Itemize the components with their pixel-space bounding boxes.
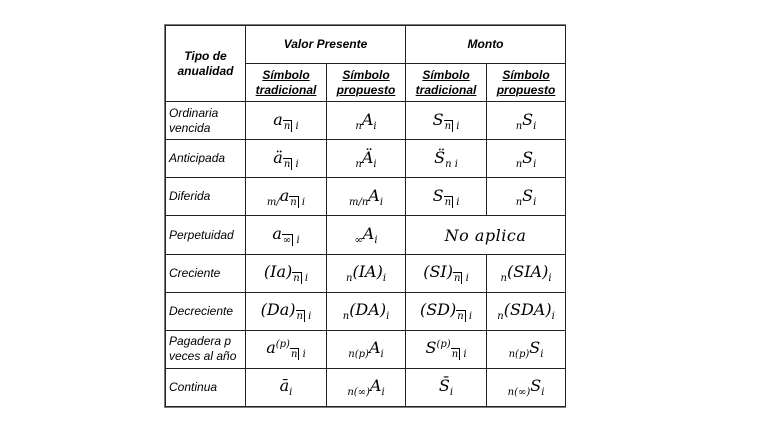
header-monto: Monto [406, 26, 566, 64]
annuity-symbols-table-frame [164, 24, 566, 408]
symbol-cell: $S^{(p)}_{n i}$ [406, 330, 487, 368]
symbol-cell: $ā_i$ [246, 368, 327, 406]
header-m-trad: Símbolo tradicional [406, 64, 487, 102]
symbol-cell: $S̈_{n i}$ [406, 140, 487, 178]
symbol-cell: $(Ia)_{n i}$ [246, 254, 327, 292]
row-label: Anticipada [166, 140, 246, 178]
symbol-cell: $_{n(\infty)}S_i$ [487, 368, 566, 406]
symbol-cell: $_\infty A_i$ [327, 216, 406, 254]
table-row [166, 102, 566, 140]
table-row [166, 140, 566, 178]
table-row [166, 254, 566, 292]
symbol-cell: $_{n(p)}A_i$ [327, 330, 406, 368]
row-label: Decreciente [166, 292, 246, 330]
header-vp-trad: Símbolo tradicional [246, 64, 327, 102]
symbol-cell: $ä_{n i}$ [246, 140, 327, 178]
symbol-cell: $_nS_i$ [487, 102, 566, 140]
symbol-cell: $_n(IA)_i$ [327, 254, 406, 292]
table-row [166, 292, 566, 330]
symbol-cell: $_n(SDA)_i$ [487, 292, 566, 330]
symbol-cell: $(SD)_{n i}$ [406, 292, 487, 330]
table-row [166, 216, 566, 254]
symbol-cell: $a_{\infty i}$ [246, 216, 327, 254]
symbol-cell: $_nS_i$ [487, 178, 566, 216]
header-valor-presente: Valor Presente [246, 26, 406, 64]
symbol-cell: $a^{(p)}_{n i}$ [246, 330, 327, 368]
row-label: Perpetuidad [166, 216, 246, 254]
annuity-symbols-table [165, 25, 566, 407]
symbol-cell: $_n(DA)_i$ [327, 292, 406, 330]
header-type: Tipo de anualidad [166, 26, 246, 102]
symbol-cell: $_n(SIA)_i$ [487, 254, 566, 292]
symbol-cell: $S̄_i$ [406, 368, 487, 406]
symbol-cell: $_{m/n}A_i$ [327, 178, 406, 216]
row-label: Continua [166, 368, 246, 406]
row-label: Ordinaria vencida [166, 102, 246, 140]
symbol-cell: $S_{n i}$ [406, 178, 487, 216]
header-m-prop: Símbolo propuesto [487, 64, 566, 102]
table-row [166, 368, 566, 406]
no-aplica-cell: No aplica [406, 216, 566, 254]
symbol-cell: $_nA_i$ [327, 102, 406, 140]
symbol-cell: $(Da)_{n i}$ [246, 292, 327, 330]
symbol-cell: $S_{n i}$ [406, 102, 487, 140]
symbol-cell: $(SI)_{n i}$ [406, 254, 487, 292]
symbol-cell: $_{n(p)}S_i$ [487, 330, 566, 368]
symbol-cell: $a_{n i}$ [246, 102, 327, 140]
symbol-cell: $_{m/}a_{n i}$ [246, 178, 327, 216]
row-label: Diferida [166, 178, 246, 216]
symbol-cell: $_{n(\infty)}A_i$ [327, 368, 406, 406]
table-row [166, 178, 566, 216]
symbol-cell: $_nS_i$ [487, 140, 566, 178]
table-row [166, 330, 566, 368]
row-label: Pagadera p veces al año [166, 330, 246, 368]
symbol-cell: $_nÄ_i$ [327, 140, 406, 178]
header-vp-prop: Símbolo propuesto [327, 64, 406, 102]
row-label: Creciente [166, 254, 246, 292]
